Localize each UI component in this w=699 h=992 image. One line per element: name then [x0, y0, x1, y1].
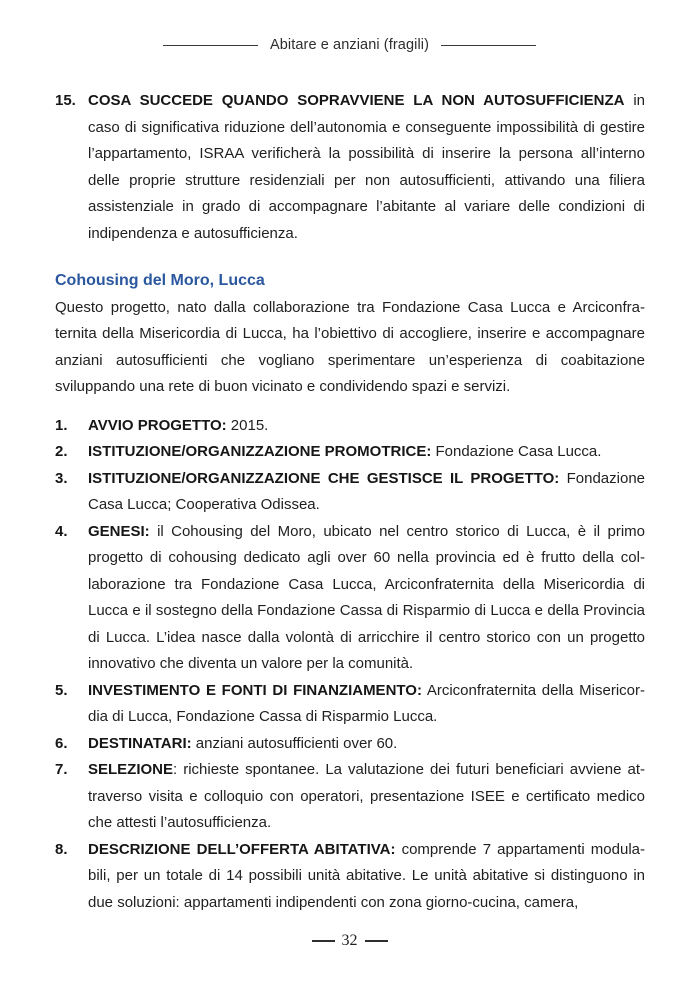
list-item-paragraph — [88, 439, 645, 466]
section-heading: Cohousing del Moro, Lucca — [55, 272, 265, 289]
list-item-label: SELEZIONE — [88, 761, 174, 778]
list-item — [55, 413, 645, 440]
list-item-label: ISTITUZIONE/ORGANIZZAZIONE PROMOTRICE: — [88, 443, 432, 460]
project-list — [55, 413, 645, 917]
list-item-number: 8. — [55, 840, 68, 858]
list-item-number: 2. — [55, 443, 68, 460]
list-item-text: comprende 7 appartamenti modulabili, per un totale di 14 possibili unità abitative. Le unità abitative si distinguono in due soluzioni: appartamenti indipendenti con zona giorno-cucina, camera, — [88, 840, 645, 911]
list-item-label: AVVIO PROGETTO: — [88, 416, 227, 434]
page-footer — [0, 931, 699, 951]
list-item — [55, 837, 645, 917]
list-item-paragraph — [88, 757, 645, 837]
item-15-paragraph — [88, 88, 645, 247]
item-15-text: in caso di significativa riduzione dell’autonomia e conseguente impossibilità di gestire l’appartamento, ISRAA verificherà la possibilità di inserire la persona all’interno delle proprie strutture residenziali per non autosufficienti, attivando una filiera assistenziale in grado di accompagnare l’abitante al variare delle condizioni di indipendenza e autosufficienza. — [88, 92, 646, 242]
page-header — [0, 0, 699, 54]
list-item-number: 3. — [55, 469, 68, 487]
list-item-paragraph — [88, 519, 645, 678]
list-item-label: ISTITUZIONE/ORGANIZZAZIONE CHE GESTISCE IL PROGETTO: — [88, 469, 560, 487]
list-item — [55, 519, 645, 678]
list-item-label: DESCRIZIONE DELL’OFFERTA ABITATIVA: — [88, 840, 396, 858]
list-item — [55, 439, 645, 466]
list-item-paragraph — [88, 678, 645, 731]
list-item-paragraph — [88, 466, 645, 519]
list-item-number: 5. — [55, 681, 68, 699]
list-item — [55, 757, 645, 837]
list-item — [55, 466, 645, 519]
list-item-label: INVESTIMENTO E FONTI DI FINANZIAMENTO: — [88, 681, 422, 699]
list-item-text: : richieste spontanee. La valutazione dei futuri beneficiari avviene attraverso visita e colloquio con operatori, presentazione ISEE e certificato medico che attesti l’autosufficienza. — [88, 761, 645, 831]
list-item-text: Fondazione Casa Lucca; Cooperativa Odissea. — [88, 469, 645, 513]
list-item-number: 6. — [55, 734, 68, 752]
header-title: Abitare e anziani (fragili) — [269, 37, 430, 53]
list-item-text: 2015. — [226, 416, 269, 434]
page-number: 32 — [341, 932, 358, 949]
list-item-number: 7. — [55, 761, 68, 778]
list-item-text: anziani autosufficienti over 60. — [191, 734, 398, 752]
item-15-lead: COSA SUCCEDE QUANDO SOPRAVVIENE LA NON AUTOSUFFICIENZA — [88, 92, 625, 109]
list-item — [55, 678, 645, 731]
item-15-number: 15. — [55, 92, 76, 109]
header-rule-right — [441, 45, 536, 47]
intro-paragraph: Questo progetto, nato dalla collaborazione tra Fondazione Casa Lucca e Arciconfraternita della Misericordia di Lucca, ha l’obiettivo di accogliere, inserire e accompagnare anziani autosufficienti che vogliano sperimentare un’esperienza di coabitazione sviluppando una rete di buon vicinato e condividendo spazi e servizi. — [55, 298, 645, 395]
list-item — [55, 731, 645, 758]
list-item-text: Arciconfraternita della Misericordia di Lucca, Fondazione Cassa di Risparmio Lucca. — [88, 681, 645, 725]
list-item-paragraph — [88, 837, 645, 917]
list-item-paragraph — [88, 413, 645, 440]
list-item-paragraph — [88, 731, 645, 758]
footer-rule-left — [312, 940, 335, 942]
item-15 — [55, 88, 645, 247]
list-item-text: Fondazione Casa Lucca. — [431, 443, 602, 460]
list-item-number: 4. — [55, 522, 68, 540]
list-item-label: DESTINATARI: — [88, 734, 192, 752]
list-item-number: 1. — [55, 416, 68, 434]
list-item-label: GENESI: — [88, 522, 150, 540]
footer-rule-right — [365, 940, 388, 942]
header-rule-left — [163, 45, 258, 47]
list-item-text: il Cohousing del Moro, ubicato nel centro storico di Lucca, è il primo progetto di cohousing dedicato agli over 60 nella provincia ed è frutto della collaborazione tra Fondazione Casa Lucca, Arciconfraternita della Misericordia di Lucca e il sostegno della Fondazione Cassa di Risparmio di Lucca e della Provincia di Lucca. L’idea nasce dalla volontà di arricchire il centro storico con un progetto innovativo che diventa un valore per la comunità. — [88, 522, 645, 672]
